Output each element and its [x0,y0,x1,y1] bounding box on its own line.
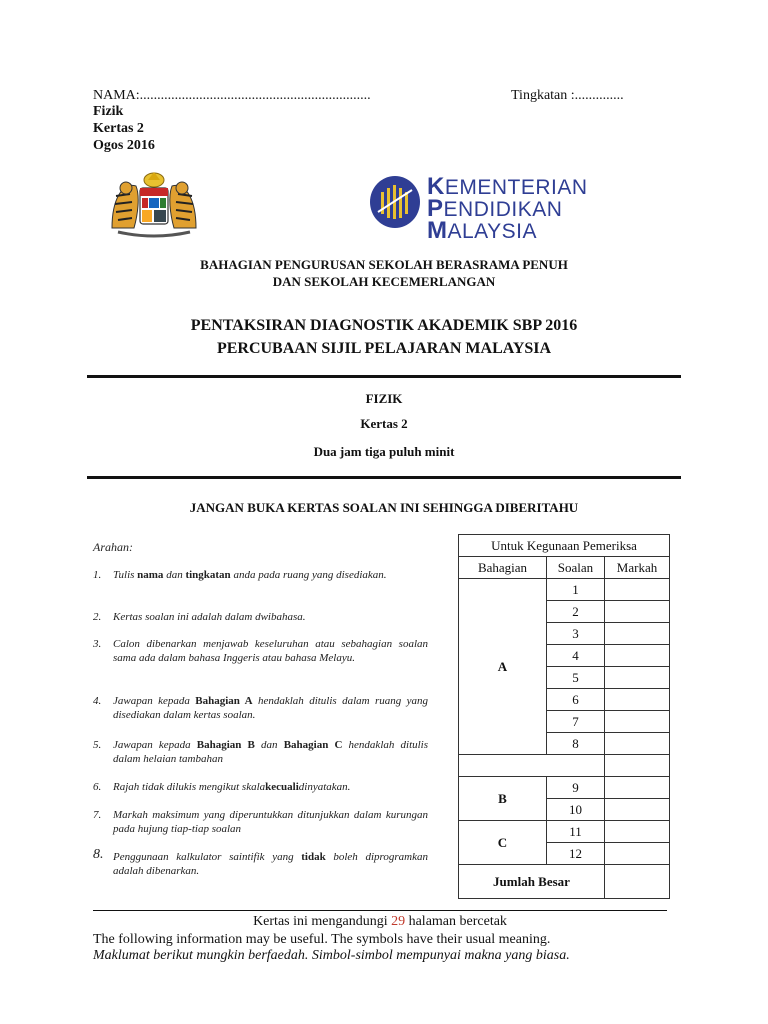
form-dots: .............. [574,88,624,103]
kpm-logo-icon [370,176,420,228]
mark-cell[interactable] [605,711,670,733]
mark-cell[interactable] [605,667,670,689]
footer-divider [93,910,667,911]
exam-duration: Dua jam tiga puluh minit [313,444,455,459]
malaysia-coat-of-arms-icon [104,170,204,240]
page-count-note: Kertas ini mengandungi 29 halaman bercetak [253,914,507,929]
exam-warning: JANGAN BUKA KERTAS SOALAN INI SEHINGGA DIBERITAHU [189,500,579,515]
question-number: 5 [547,667,605,689]
total-label: Jumlah Besar [459,865,605,899]
total-mark-cell[interactable] [605,865,670,899]
question-number: 6 [547,689,605,711]
question-number: 7 [547,711,605,733]
org-line2: DAN SEKOLAH KECEMERLANGAN [272,274,496,289]
exam-paper: Kertas 2 [360,416,408,431]
question-number: 4 [547,645,605,667]
question-number: 12 [547,843,605,865]
question-number: 9 [547,777,605,799]
question-number: 11 [547,821,605,843]
col-header-soalan: Soalan [547,557,605,579]
mark-cell[interactable] [605,821,670,843]
exam-title-1: PENTAKSIRAN DIAGNOSTIK AKADEMIK SBP 2016 [190,317,578,334]
mark-cell[interactable] [605,799,670,821]
section-b-label: B [459,777,547,821]
mark-cell[interactable] [605,579,670,601]
examiner-marks-table [458,534,670,899]
mark-cell[interactable] [605,623,670,645]
mark-cell[interactable] [605,755,670,777]
exam-title-2: PERCUBAAN SIJIL PELAJARAN MALAYSIA [216,340,552,357]
question-number: 10 [547,799,605,821]
table-title: Untuk Kegunaan Pemeriksa [459,535,670,557]
col-header-markah: Markah [605,557,670,579]
form-label: Tingkatan : [511,88,575,103]
exam-subject: FIZIK [365,391,403,406]
header-date: Ogos 2016 [93,138,155,153]
header-subject: Fizik [93,104,124,119]
form-field [511,88,624,104]
question-number: 2 [547,601,605,623]
divider [87,476,681,479]
info-note-ms: Maklumat berikut mungkin berfaedah. Simbol-simbol mempunyai makna yang biasa. [93,948,570,963]
instructions-heading: Arahan: [93,540,133,554]
header-paper: Kertas 2 [93,121,144,136]
name-dots: .................................................................. [139,88,371,103]
mark-cell[interactable] [605,601,670,623]
section-c-label: C [459,821,547,865]
mark-cell[interactable] [605,645,670,667]
org-line1: BAHAGIAN PENGURUSAN SEKOLAH BERASRAMA PENUH [200,257,568,272]
section-a-subtotal-label [459,755,605,777]
info-note-en: The following information may be useful. The symbols have their usual meaning. [93,932,551,947]
kpm-wordmark: KEMENTERIAN PENDIDIKAN MALAYSIA [427,173,588,244]
name-label: NAMA: [93,88,140,103]
mark-cell[interactable] [605,689,670,711]
col-header-bahagian: Bahagian [459,557,547,579]
question-number: 8 [547,733,605,755]
divider [87,375,681,378]
question-number: 3 [547,623,605,645]
mark-cell[interactable] [605,733,670,755]
question-number: 1 [547,579,605,601]
page-count: 29 [391,914,406,929]
name-field [93,88,371,104]
mark-cell[interactable] [605,843,670,865]
mark-cell[interactable] [605,777,670,799]
section-a-label: A [459,579,547,755]
